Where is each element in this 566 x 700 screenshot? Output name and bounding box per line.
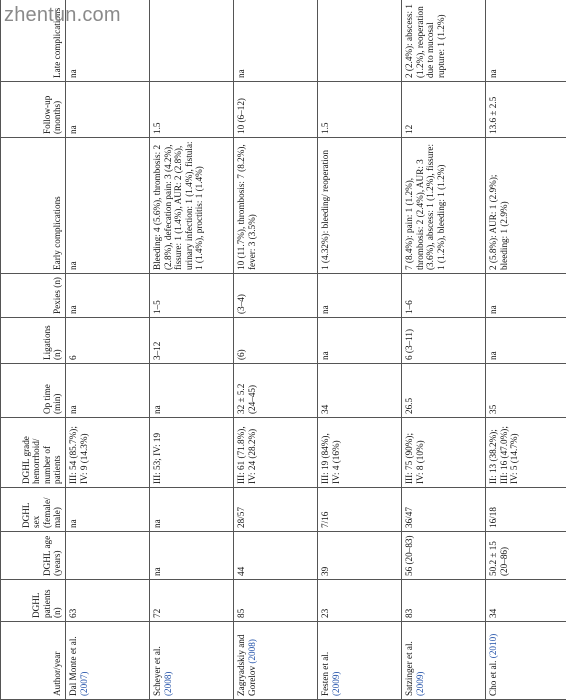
ligations-cell: 6 xyxy=(66,318,150,364)
patients-cell: 83 xyxy=(402,580,486,622)
op-time-cell: na xyxy=(150,364,234,418)
table-row xyxy=(318,0,402,700)
sex-cell: na xyxy=(66,488,150,532)
patients-cell: 63 xyxy=(66,580,150,622)
header-ligations: Ligations (n) xyxy=(1,318,66,364)
header-patients: DGHL patients (n) xyxy=(1,580,66,622)
op-time-cell: 35 xyxy=(486,364,566,418)
grade-cell: III: 75 (90%); IV: 8 (10%) xyxy=(402,418,486,488)
author-name: Festen et al. xyxy=(320,651,330,696)
table-row xyxy=(486,0,566,700)
follow-up-cell: 1.5 xyxy=(318,82,402,138)
table-row xyxy=(234,0,318,700)
author-name: Dal Monte et al. xyxy=(68,636,78,696)
pexies-cell: 1–5 xyxy=(150,274,234,318)
header-late-complications: Late complications xyxy=(1,0,66,82)
table-row xyxy=(402,0,486,700)
age-cell: 56 (20–83) xyxy=(402,532,486,580)
watermark: zhentun.com xyxy=(4,4,121,26)
pexies-cell: (3–4) xyxy=(234,274,318,318)
year-link[interactable]: (2008) xyxy=(246,639,257,664)
sex-cell: 36/47 xyxy=(402,488,486,532)
author-name: Zagryadskiy and Gorelov xyxy=(236,634,257,696)
late-complications-cell: na xyxy=(234,0,318,82)
sex-cell: 16/18 xyxy=(486,488,566,532)
age-cell: na xyxy=(150,532,234,580)
early-complications-cell: na xyxy=(66,138,150,274)
sex-cell: na xyxy=(150,488,234,532)
grade-cell: III: 19 (84%), IV: 4 (16%) xyxy=(318,418,402,488)
follow-up-cell: 10 (6–12) xyxy=(234,82,318,138)
op-time-cell: 32 ± 5.2 (24–45) xyxy=(234,364,318,418)
ligations-cell: 3–12 xyxy=(150,318,234,364)
table-row xyxy=(66,0,150,700)
pexies-cell: na xyxy=(486,274,566,318)
author-cell xyxy=(486,622,566,700)
author-cell xyxy=(318,622,402,700)
author-name: Satzinger et al. xyxy=(404,641,414,696)
late-complications-cell xyxy=(150,0,234,82)
early-complications-cell: 10 (11.7%), thrombosis: 7 (8.2%), fever: 3 (3.5%) xyxy=(234,138,318,274)
table-row xyxy=(150,0,234,700)
year-link[interactable]: (2008) xyxy=(162,671,173,696)
author-cell xyxy=(234,622,318,700)
author-name: Cho et al. xyxy=(488,660,498,696)
early-complications-cell: 2 (5.8%): AUR: 1 (2.9%); bleeding: 1 (2.9%) xyxy=(486,138,566,274)
follow-up-cell: na xyxy=(66,82,150,138)
patients-cell: 85 xyxy=(234,580,318,622)
late-complications-cell: na xyxy=(66,0,150,82)
late-complications-cell xyxy=(318,0,402,82)
header-author: Author/year xyxy=(1,622,66,700)
author-cell xyxy=(66,622,150,700)
year-link[interactable]: (2009) xyxy=(330,671,341,696)
pexies-cell: 1–6 xyxy=(402,274,486,318)
ligations-cell: na xyxy=(318,318,402,364)
patients-cell: 34 xyxy=(486,580,566,622)
grade-cell: II: 13 (38.2%); III: 16 (47.0%); IV: 5 (14.7%) xyxy=(486,418,566,488)
ligations-cell: 6 (3–11) xyxy=(402,318,486,364)
grade-cell: III: 53; IV: 19 xyxy=(150,418,234,488)
author-cell xyxy=(150,622,234,700)
late-complications-cell: 2 (2.4%): abscess: 1 (1.2%), reoperation due to mucosal rupture: 1 (1.2%) xyxy=(402,0,486,82)
header-row xyxy=(1,0,66,700)
ligations-cell: (6) xyxy=(234,318,318,364)
patients-cell: 23 xyxy=(318,580,402,622)
early-complications-cell: 1 (4.32%): bleeding/ reoperation xyxy=(318,138,402,274)
header-age: DGHL age (years) xyxy=(1,532,66,580)
early-complications-cell: Bleeding: 4 (5.6%), thrombosis: 2 (2.8%), defecation pain: 3 (4.2%), fissure: 1 (1.4%), AUR: 2 (2.8%), urinary infection: 1 (1.4%), fistula: 1 (1.4%), proctitis: 1 (1.4%) xyxy=(150,138,234,274)
pexies-cell: na xyxy=(318,274,402,318)
header-pexies: Pexies (n) xyxy=(1,274,66,318)
author-name: Scheyer et al. xyxy=(152,646,162,696)
early-complications-cell: 7 (8.4%): pain: 1 (1.2%), thrombosis: 2 (2.4%), AUR: 3 (3.6%), abscess: 1 (1.2%), fissure: 1 (1.2%), bleeding: 1 (1.2%) xyxy=(402,138,486,274)
follow-up-cell: 13.6 ± 2.5 xyxy=(486,82,566,138)
op-time-cell: 26.5 xyxy=(402,364,486,418)
age-cell xyxy=(66,532,150,580)
pexies-cell: na xyxy=(66,274,150,318)
header-sex: DGHL sex (female/ male) xyxy=(1,488,66,532)
header-early-complications: Early complications xyxy=(1,138,66,274)
ligations-cell: na xyxy=(486,318,566,364)
patients-cell: 72 xyxy=(150,580,234,622)
year-link[interactable]: (2009) xyxy=(414,671,425,696)
op-time-cell: 34 xyxy=(318,364,402,418)
header-grade: DGHL grade hemorrhoid/ number of patients xyxy=(1,418,66,488)
grade-cell: III: 61 (71.8%), IV: 24 (28.2%) xyxy=(234,418,318,488)
op-time-cell: na xyxy=(66,364,150,418)
sex-cell: 28/57 xyxy=(234,488,318,532)
follow-up-cell: 1.5 xyxy=(150,82,234,138)
age-cell: 50.2 ± 15 (20–86) xyxy=(486,532,566,580)
late-complications-cell: na xyxy=(486,0,566,82)
header-op-time: Op time (min) xyxy=(1,364,66,418)
age-cell: 44 xyxy=(234,532,318,580)
age-cell: 39 xyxy=(318,532,402,580)
follow-up-cell: 12 xyxy=(402,82,486,138)
year-link[interactable]: (2007) xyxy=(78,671,89,696)
grade-cell: III: 54 (85.7%); IV: 9 (14.3%) xyxy=(66,418,150,488)
header-follow-up: Follow-up (months) xyxy=(1,82,66,138)
author-cell xyxy=(402,622,486,700)
year-link[interactable]: (2010) xyxy=(488,633,498,659)
sex-cell: 7/16 xyxy=(318,488,402,532)
